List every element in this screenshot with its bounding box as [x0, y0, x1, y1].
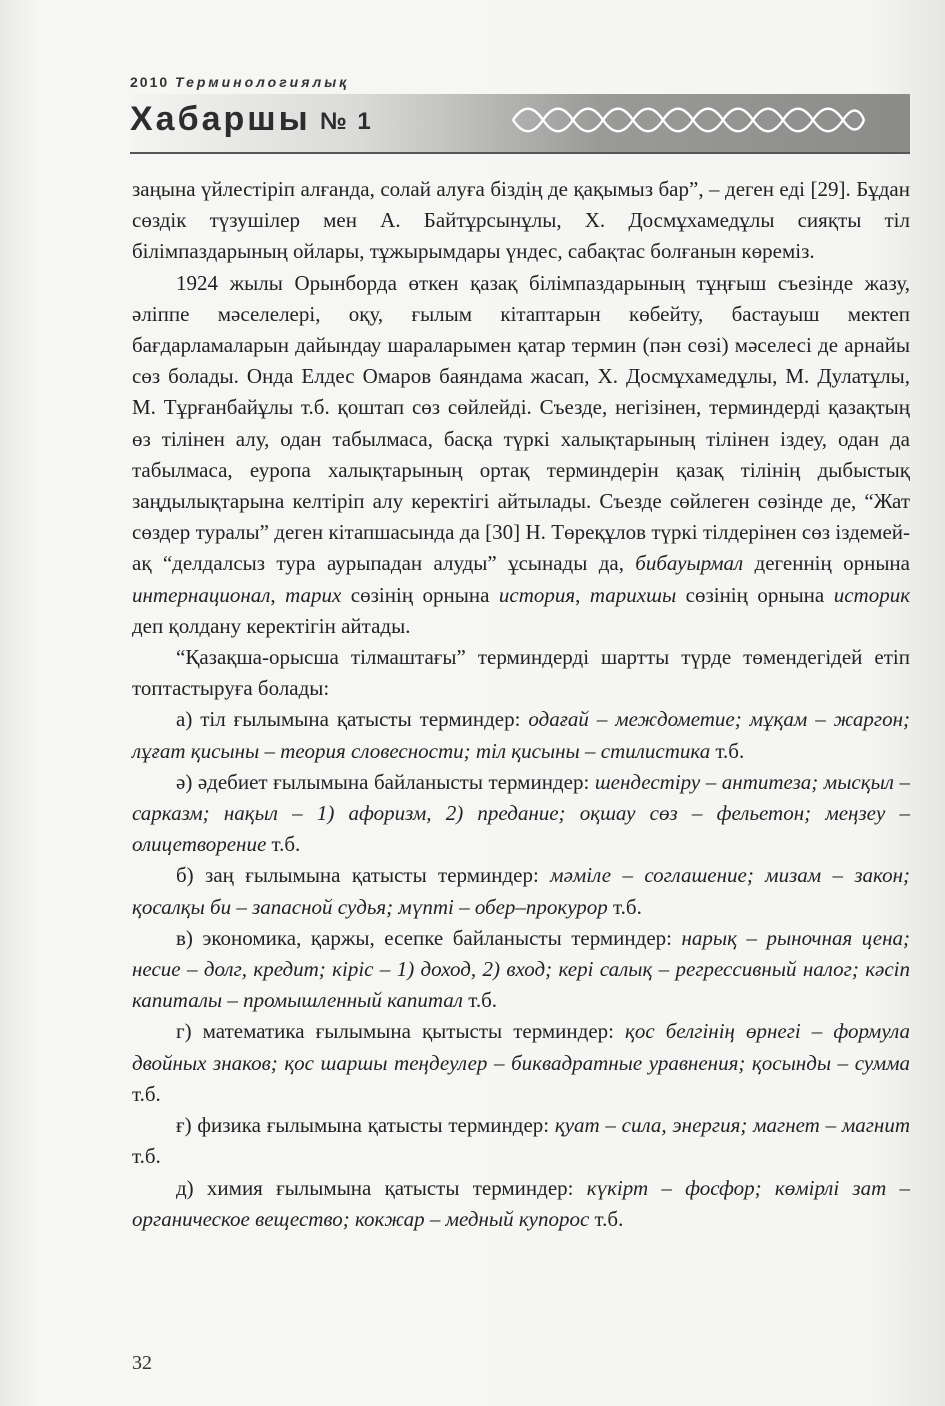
header-series-line — [130, 74, 349, 90]
text-run: а) тіл ғылымына қатысты терминдер: — [176, 707, 529, 732]
header-title: Хабаршы — [130, 100, 311, 138]
text-run: т.б. — [710, 738, 745, 763]
text-run: “Қазақша-орысша тілмаштағы” терминдерді шартты түрде төмендегідей етіп топтастыруға болады: — [132, 645, 910, 701]
text-run: в) экономика, қаржы, есепке байланысты терминдер: — [176, 925, 682, 950]
italic-term: қуат – сила, энергия; магнет – магнит — [554, 1113, 911, 1138]
text-run: , — [270, 582, 286, 607]
italic-term: шендестіру – антитеза; мысқыл – сарказм; нақыл – 1) афоризм, 2) предание; оқшау сөз – фельетон; меңзеу – олицетворение — [132, 769, 910, 857]
text-run: ғ) физика ғылымына қатысты терминдер: — [176, 1113, 555, 1138]
text-run: деп қолдану керектігін айтады. — [132, 613, 411, 638]
text-run: т.б. — [589, 1206, 624, 1231]
header-rule — [130, 152, 910, 154]
paragraph — [132, 174, 910, 268]
paragraph — [132, 704, 910, 766]
paragraph — [132, 1016, 910, 1110]
paragraph — [132, 923, 910, 1017]
journal-header — [130, 70, 910, 156]
text-run: т.б. — [266, 832, 301, 857]
ornament-icon — [508, 100, 868, 140]
text-run: , — [575, 582, 590, 607]
text-run: г) математика ғылымына қытысты терминдер: — [176, 1019, 626, 1044]
italic-term: тарих — [285, 582, 342, 607]
paragraph — [132, 1173, 910, 1235]
text-run: сөзінің орнына — [341, 582, 499, 607]
italic-term: қос белгінің өрнегі – формула двойных знаков; қос шаршы теңдеулер – биквадратные уравнения; қосынды – сумма — [132, 1019, 910, 1075]
italic-term: күкірт – фосфор; көмірлі зат – органическое вещество; кокжар – медный купорос — [132, 1175, 910, 1231]
text-run: т.б. — [132, 1144, 161, 1169]
italic-term: история — [498, 582, 576, 607]
page-number: 32 — [132, 1352, 152, 1374]
italic-term: историк — [833, 582, 911, 607]
paragraph — [132, 767, 910, 861]
text-run: дегеннің орнына — [743, 551, 910, 576]
paragraph — [132, 642, 910, 704]
text-run: ә) әдебиет ғылымына байланысты терминдер: — [176, 769, 595, 794]
article-body — [132, 174, 910, 1235]
header-issue: № 1 — [320, 108, 373, 135]
italic-term: мәміле – соглашение; мизам – закон; қосалқы би – запасной судья; мүпті – обер–прокурор — [132, 863, 910, 919]
italic-term: бибауырмал — [635, 551, 744, 576]
text-run: заңына үйлестіріп алғанда, солай алуға біздің де қақымыз бар”, – деген еді [29]. Бұдан сөздік түзушілер мен А. Байтұрсынұлы, Х. Досмұхамедұлы сияқты тіл білімпаздарының ойлары, тұжырымдары үндес, сабақтас болғанын көреміз. — [132, 177, 910, 264]
header-series: Терминологиялық — [175, 74, 350, 90]
header-year: 2010 — [130, 74, 170, 90]
text-run: д) химия ғылымына қатысты терминдер: — [176, 1175, 587, 1200]
text-run: т.б. — [607, 894, 642, 919]
paragraph — [132, 1110, 910, 1172]
paragraph — [132, 268, 910, 642]
text-run: 1924 жылы Орынборда өткен қазақ білімпаздарының тұңғыш съезінде жазу, әліппе мәселелері, оқу, ғылым кітаптарын көбейту, бастауыш мектеп бағдарламаларын дайындау шараларымен қатар термин (пән сөзі) мәселесі де арнайы сөз болады. Онда Елдес Омаров баяндама жасап, Х. Досмұхамедұлы, М. Дулатұлы, М. Тұрғанбайұлы т.б. қоштап сөз сөйлейді. Съезде, негізінен, терминдерді қазақтың өз тілінен алу, одан табылмаса, басқа түркі халықтарының тілінен іздеу, одан да табылмаса, еуропа халықтарының ортақ терминдерін қазақ тілінің дыбыстық заңдылықтарына келтіріп алу керектігі айтылады. Съезде сөйлеген сөзінде де, “Жат сөздер туралы” деген кітапшасында да [30] Н. Төреқұлов түркі тілдерінен сөз іздемей-ақ “делдалсыз тура аурыпадан алуды” ұсынады да, — [132, 270, 910, 576]
text-run: т.б. — [462, 988, 498, 1013]
italic-term: тарихшы — [589, 582, 677, 607]
italic-term: нарық – рыночная цена; несие – долг, кредит; кіріс – 1) доход, 2) вход; кері салық – регрессивный налог; кәсіп капиталы – промышленный капитал — [132, 925, 910, 1013]
text-run: б) заң ғылымына қатысты терминдер: — [176, 863, 551, 888]
italic-term: интернационал — [132, 582, 271, 607]
text-run: сөзінің орнына — [676, 582, 834, 607]
paragraph — [132, 860, 910, 922]
text-run: т.б. — [132, 1081, 161, 1106]
italic-term: одағай – междометие; мұқам – жаргон; лұғат қисыны – теория словесности; тіл қисыны – стилистика — [132, 707, 910, 763]
